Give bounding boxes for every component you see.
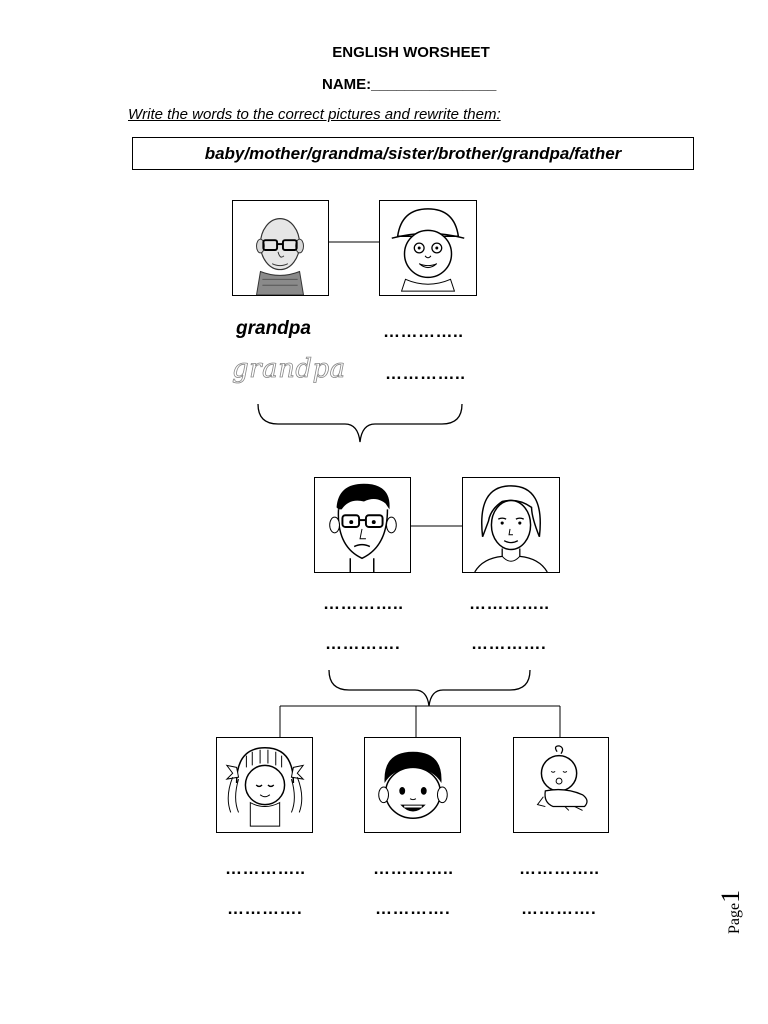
instruction-text: Write the words to the correct pictures and rewrite them: bbox=[128, 106, 501, 123]
baby-illustration bbox=[514, 738, 608, 832]
grandparents-brace bbox=[258, 404, 462, 442]
sister-answer-blank[interactable]: ………….. bbox=[225, 859, 306, 878]
grandpa-traced-word: grandpa bbox=[232, 354, 346, 384]
brother-illustration bbox=[365, 738, 460, 832]
mother-picture bbox=[462, 477, 560, 573]
grandpa-picture bbox=[232, 200, 329, 296]
father-picture bbox=[314, 477, 411, 573]
grandma-answer-blank[interactable]: ………….. bbox=[383, 322, 464, 341]
name-field-label: NAME:_______________ bbox=[322, 76, 497, 93]
mother-illustration bbox=[463, 478, 559, 572]
baby-picture bbox=[513, 737, 609, 833]
page-number: 1 bbox=[716, 889, 745, 903]
page-marker bbox=[716, 854, 760, 934]
page-label: Page bbox=[726, 902, 743, 934]
mother-rewrite-blank[interactable]: …………. bbox=[471, 634, 547, 653]
brother-answer-blank[interactable]: ………….. bbox=[373, 859, 454, 878]
father-illustration bbox=[315, 478, 410, 572]
grandpa-answer: grandpa bbox=[236, 318, 311, 339]
sister-picture bbox=[216, 737, 313, 833]
baby-rewrite-blank[interactable]: …………. bbox=[521, 899, 597, 918]
sister-illustration bbox=[217, 738, 312, 832]
brother-picture bbox=[364, 737, 461, 833]
grandpa-illustration bbox=[233, 201, 328, 295]
brother-rewrite-blank[interactable]: …………. bbox=[375, 899, 451, 918]
father-answer-blank[interactable]: ………….. bbox=[323, 594, 404, 613]
grandma-rewrite-blank[interactable]: ………….. bbox=[385, 364, 466, 383]
grandma-picture bbox=[379, 200, 477, 296]
word-bank: baby/mother/grandma/sister/brother/grandpa/father bbox=[132, 137, 694, 170]
grandma-illustration bbox=[380, 201, 476, 295]
sister-rewrite-blank[interactable]: …………. bbox=[227, 899, 303, 918]
worksheet-title: ENGLISH WORSHEET bbox=[332, 44, 490, 61]
mother-answer-blank[interactable]: ………….. bbox=[469, 594, 550, 613]
baby-answer-blank[interactable]: ………….. bbox=[519, 859, 600, 878]
parents-brace bbox=[329, 670, 530, 706]
father-rewrite-blank[interactable]: …………. bbox=[325, 634, 401, 653]
